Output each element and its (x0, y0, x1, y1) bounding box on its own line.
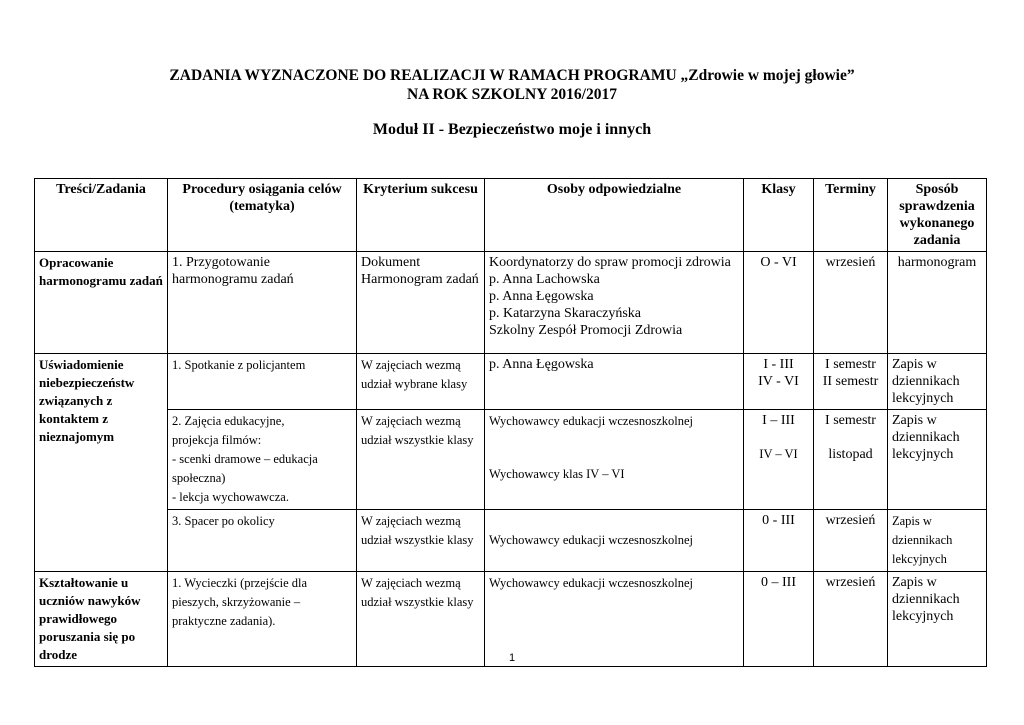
column-header: Treści/Zadania (35, 179, 168, 252)
criterion-cell: Dokument Harmonogram zadań (357, 252, 485, 354)
classes-cell: 0 - III (744, 510, 814, 572)
person-line: Koordynatorzy do spraw promocji zdrowia (489, 255, 731, 270)
person-line: Wychowawcy klas IV – VI (489, 467, 625, 481)
task-cell: Opracowanie harmonogramu zadań (35, 252, 168, 354)
person-line: p. Anna Lachowska (489, 272, 600, 287)
procedure-cell (168, 410, 357, 510)
class-line: I – III (762, 413, 795, 428)
procedure-line: - lekcja wychowawcza. (172, 490, 289, 504)
column-header: Sposób sprawdzenia wykonanego zadania (888, 179, 987, 252)
module-title: Moduł II - Bezpieczeństwo moje i innych (372, 121, 652, 138)
class-line: IV - VI (758, 374, 799, 389)
table-header-row (35, 179, 987, 252)
terms-cell (814, 354, 888, 410)
class-line: IV – VI (759, 447, 798, 461)
procedure-cell: 3. Spacer po okolicy (168, 510, 357, 572)
column-header: Klasy (744, 179, 814, 252)
class-line: I - III (763, 357, 794, 372)
person-line: p. Anna Łęgowska (489, 289, 594, 304)
column-header: Procedury osiągania celów (tematyka) (168, 179, 357, 252)
terms-cell: wrzesień (814, 252, 888, 354)
persons-cell: p. Anna Łęgowska (485, 354, 744, 410)
table-row (35, 252, 987, 354)
document-title: ZADANIA WYZNACZONE DO REALIZACJI W RAMACH PROGRAMU „Zdrowie w mojej głowie” (169, 67, 855, 84)
procedure-cell: 1. Wycieczki (przejście dla pieszych, skrzyżowanie – praktyczne zadania). (168, 572, 357, 667)
persons-cell (485, 252, 744, 354)
task-cell: Kształtowanie u uczniów nawyków prawidłowego poruszania się po drodze (35, 572, 168, 667)
spacer (489, 431, 739, 465)
check-cell: harmonogram (888, 252, 987, 354)
criterion-cell: W zajęciach wezmą udział wszystkie klasy (357, 510, 485, 572)
person-line: p. Katarzyna Skaraczyńska (489, 306, 641, 321)
table-row (35, 354, 987, 410)
terms-cell: wrzesień (814, 510, 888, 572)
column-header: Terminy (814, 179, 888, 252)
term-line: I semestr (825, 413, 876, 428)
classes-cell: 0 – III (744, 572, 814, 667)
criterion-cell: W zajęciach wezmą udział wszystkie klasy (357, 410, 485, 510)
tasks-table (34, 178, 987, 667)
person-line: Szkolny Zespół Promocji Zdrowia (489, 323, 683, 338)
column-header: Osoby odpowiedzialne (485, 179, 744, 252)
check-cell: Zapis w dziennikach lekcyjnych (888, 510, 987, 572)
terms-cell (814, 410, 888, 510)
page-number: 1 (508, 652, 516, 664)
classes-cell (744, 410, 814, 510)
term-line: II semestr (822, 374, 879, 389)
task-cell: Uświadomienie niebezpieczeństw związanych z kontaktem z nieznajomym (35, 354, 168, 572)
terms-cell: wrzesień (814, 572, 888, 667)
procedure-cell: 1. Przygotowanie harmonogramu zadań (168, 252, 357, 354)
procedure-line: - scenki dramowe – edukacja społeczna) (172, 452, 318, 485)
table-row (35, 410, 987, 510)
classes-cell (744, 354, 814, 410)
procedure-line: 2. Zajęcia edukacyjne, (172, 414, 285, 428)
check-cell: Zapis w dziennikach lekcyjnych (888, 354, 987, 410)
criterion-cell: W zajęciach wezmą udział wszystkie klasy (357, 572, 485, 667)
check-cell: Zapis w dziennikach lekcyjnych (888, 410, 987, 510)
term-line: I semestr (825, 357, 876, 372)
persons-cell: Wychowawcy edukacji wczesnoszkolnej (485, 572, 744, 667)
procedure-cell: 1. Spotkanie z policjantem (168, 354, 357, 410)
persons-cell: Wychowawcy edukacji wczesnoszkolnej (485, 510, 744, 572)
persons-cell (485, 410, 744, 510)
classes-cell: O - VI (744, 252, 814, 354)
table-row (35, 510, 987, 572)
column-header: Kryterium sukcesu (357, 179, 485, 252)
document-subtitle: NA ROK SZKOLNY 2016/2017 (407, 86, 617, 103)
check-cell: Zapis w dziennikach lekcyjnych (888, 572, 987, 667)
spacer (818, 429, 883, 446)
term-line: listopad (828, 447, 873, 462)
spacer (748, 429, 809, 446)
criterion-cell: W zajęciach wezmą udział wybrane klasy (357, 354, 485, 410)
procedure-line: projekcja filmów: (172, 433, 262, 447)
person-line: Wychowawcy edukacji wczesnoszkolnej (489, 414, 694, 428)
